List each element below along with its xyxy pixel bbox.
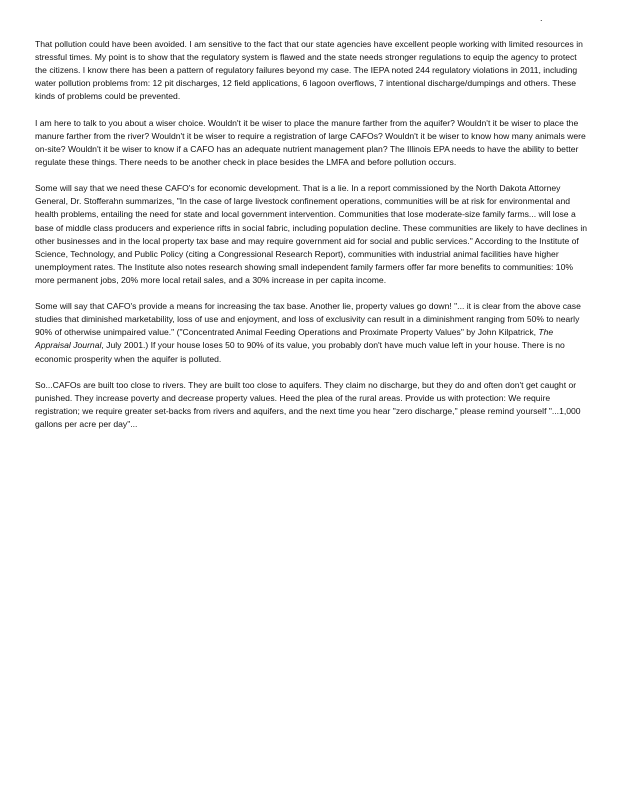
paragraph-conclusion: So...CAFOs are built too close to rivers. They are built too close to aquifers. They claim no discharge, but they do and often don't get caught or punished. They increase poverty and decrease property values. Heed the plea of the rural areas. Provide us with protection: We require registration; we require greater set-backs from rivers and aquifers, and the next time you hear "zero discharge," please remind yourself "...1,000 gallons per acre per day"...: [35, 379, 581, 430]
tax-base-text-end: , July 2001.) If your house loses 50 to 90% of its value, you probably don't have much value left in your house. There is no economic prosperity when the aquifer is polluted.: [35, 340, 565, 364]
paragraph-tax-base: [35, 300, 588, 365]
paragraph-wiser-choice: I am here to talk to you about a wiser choice. Wouldn't it be wiser to place the manure farther from the aquifer? Wouldn't it be wiser to place the manure farther from the river? Wouldn't it be wiser to require a registration of large CAFOs? Wouldn't it be wiser to know how many animals were on-site? Wouldn't it be wiser to know if a CAFO has an adequate nutrient management plan? The Illinois EPA needs to have the ability to better regulate these things. There needs to be another check in place besides the LMFA and before pollution occurs.: [35, 117, 586, 167]
paragraph-pollution-avoided: That pollution could have been avoided. I am sensitive to the fact that our state agencies have excellent people working with limited resources in stressful times. My point is to show that the regulatory system is flawed and the state needs stronger regulations to equip the agency to protect the citizens. I know there has been a pattern of regulatory failures beyond my case. The IEPA noted 244 regulatory violations in 2011, including water pollution problems from: 12 pit discharges, 12 field applications, 6 lagoon overflows, 7 intentional discharge/dumpings and others. These kinds of problems could be prevented.: [35, 39, 583, 102]
page-corner-mark: .: [540, 13, 543, 23]
letter-body: [35, 38, 588, 444]
paragraph-economic-development: Some will say that we need these CAFO's for economic development. That is a lie. In a report commissioned by the North Dakota Attorney General, Dr. Stofferahn summarizes, "In the case of large livestock confinement operations, communities will be at risk for environmental and health problems, entailing the need for state and local government intervention. Communities that lose moderate-size family farms... will lose a base of middle class producers and experience rifts in social fabric, including population decline. These communities are likely to have declines in other businesses and in the local property tax base and may require government aid for social and public services." According to the Institute of Science, Technology, and Public Policy (citing a Congressional Research Report), communities with industrial animal facilities have higher unemployment rates. The Institute also notes research showing small independent family farmers offer far more benefits to communities: 10% more permanent jobs, 20% more local retail sales, and a 30% increase in per capita income.: [35, 183, 588, 285]
journal-title: The Appraisal Journal: [35, 327, 554, 351]
tax-base-text-start: Some will say that CAFO's provide a means for increasing the tax base. Another lie, property values go down! "... it is clear from the above case studies that diminished marketability, loss of use and enjoyment, and loss of exclusivity can result in a diminishment ranging from 50% to nearly 90% of otherwise unimpaired value." ("Concentrated Animal Feeding Operations and Proximate Property Values" by John Kilpatrick,: [35, 301, 581, 338]
